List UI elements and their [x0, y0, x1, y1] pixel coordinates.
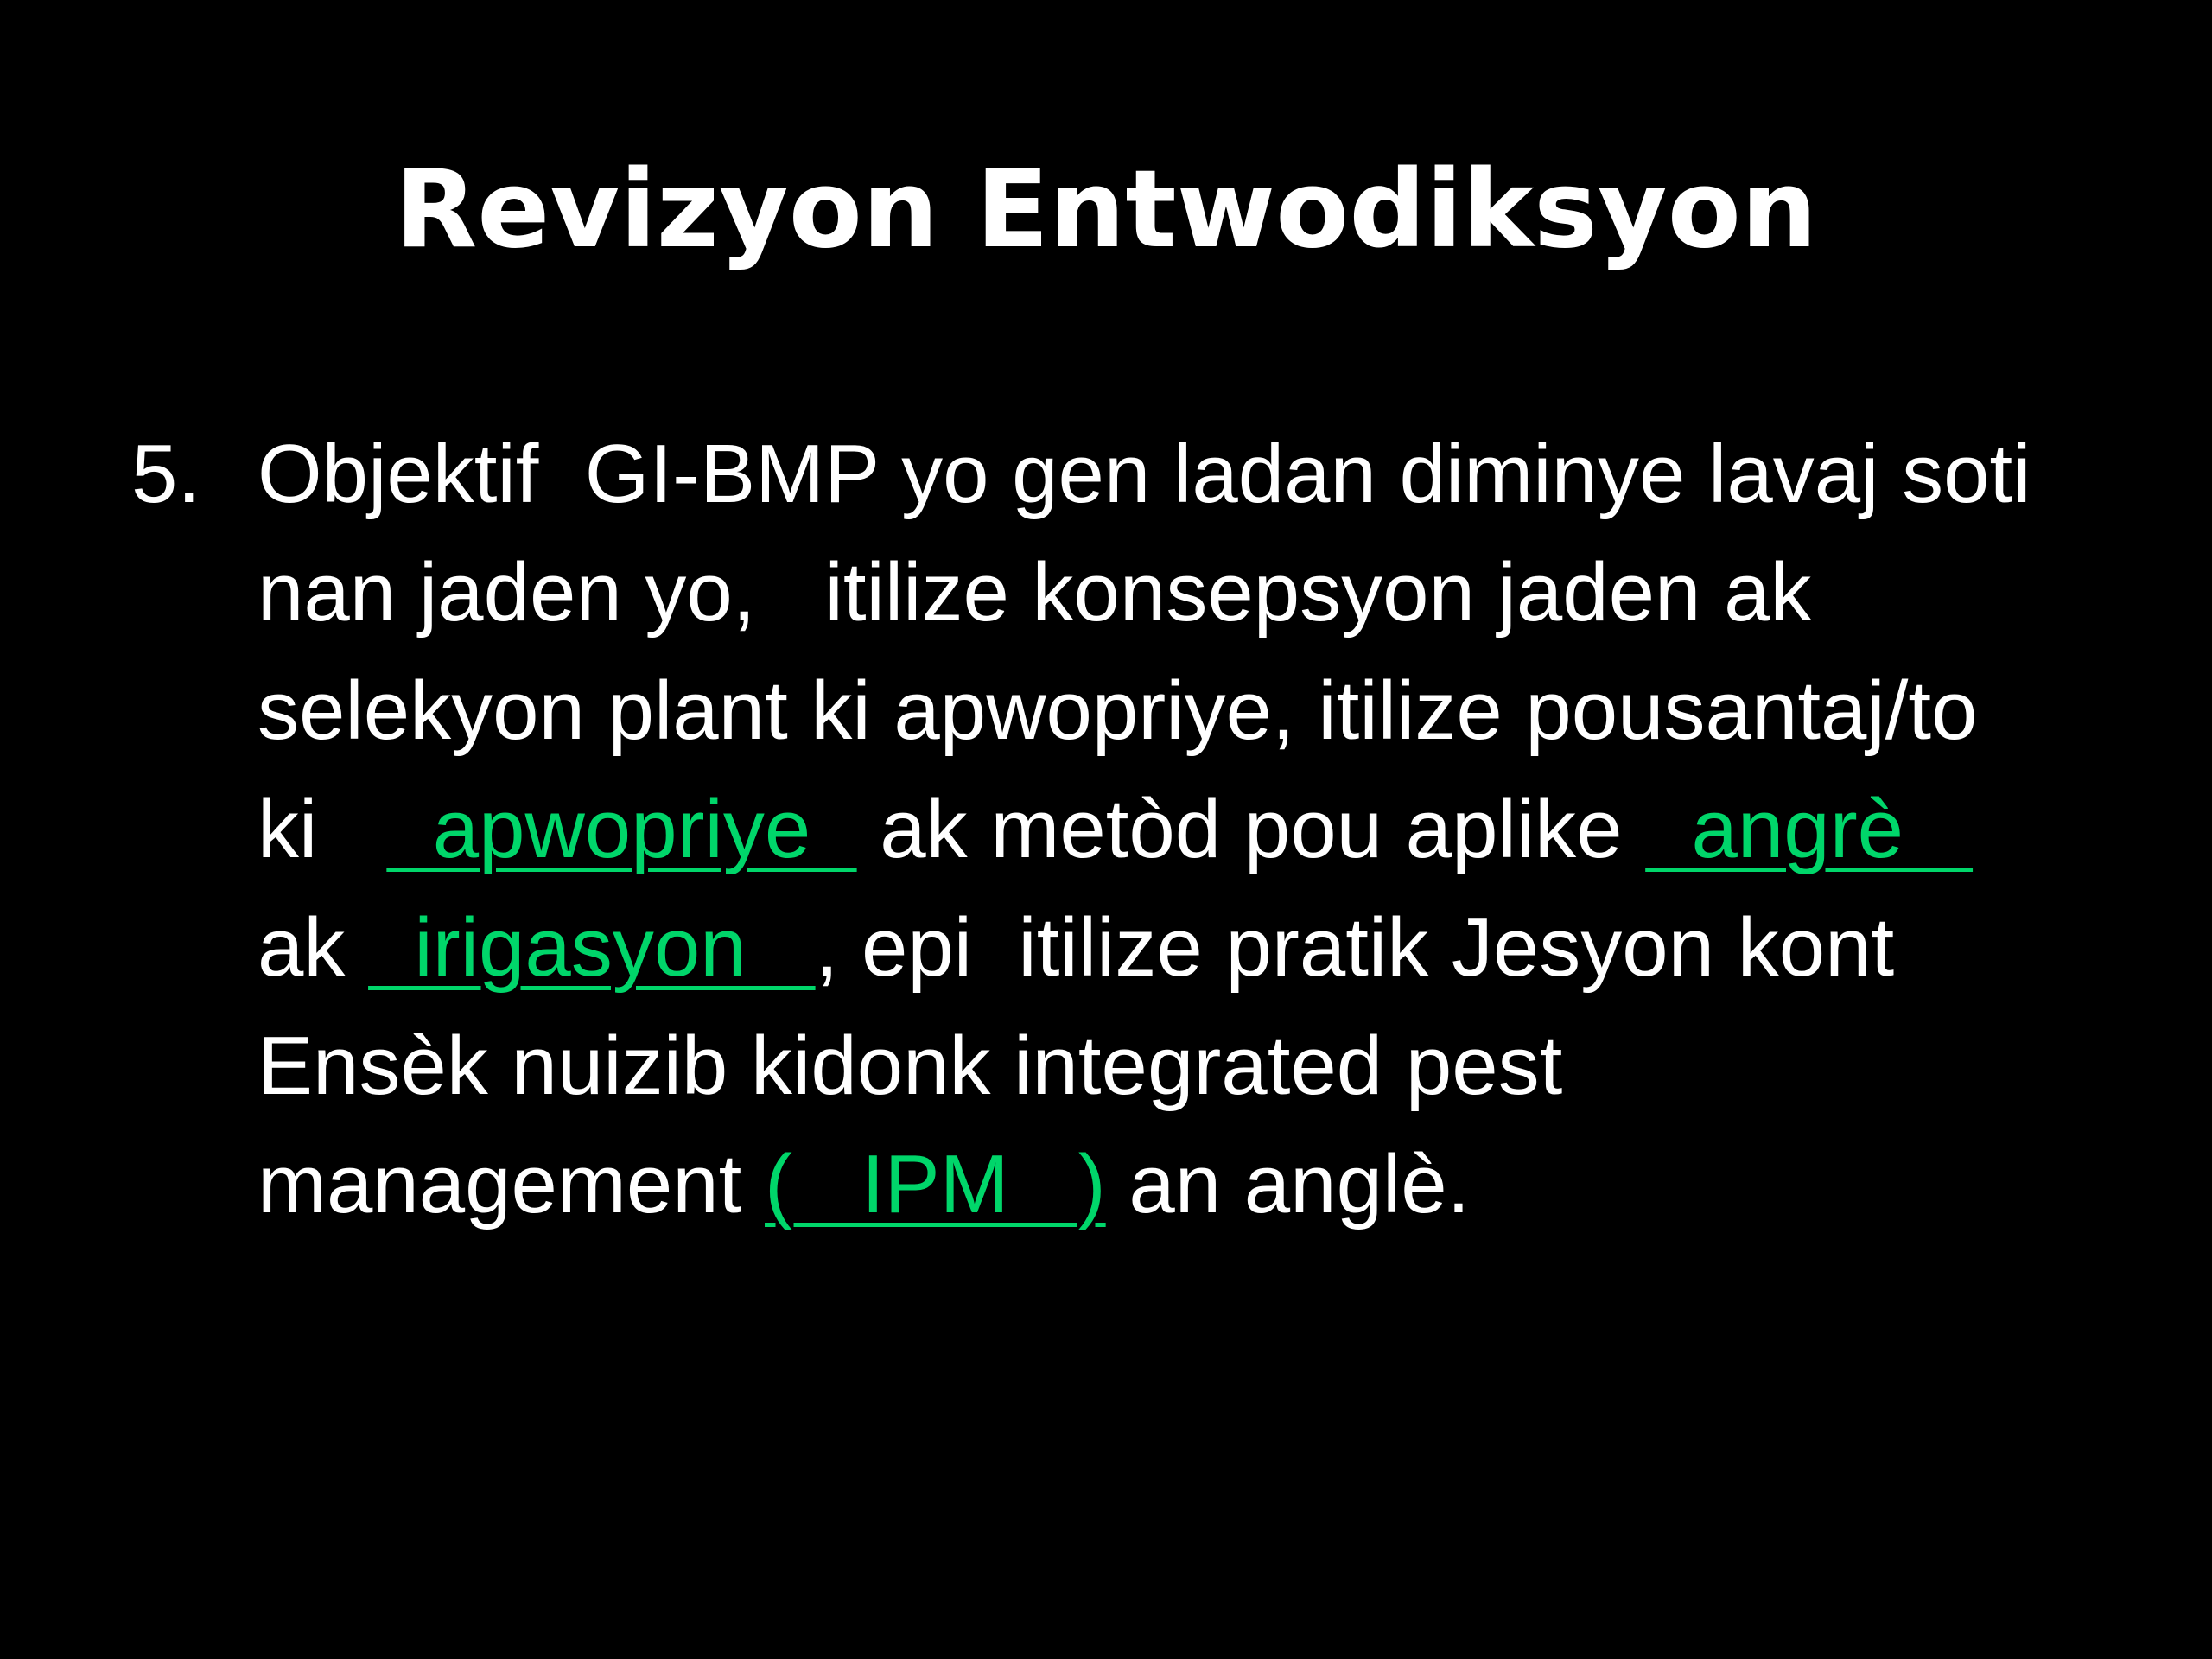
answer-blank-apwopriye: apwopriye [386, 783, 857, 875]
text-line-2: nan jaden yo, itilize konsepsyon jaden ak [257, 546, 1812, 639]
text-line-5 [257, 888, 2072, 1007]
text-line-3: selekyon plant ki apwopriye, itilize pousantaj/to [257, 664, 1978, 757]
text-segment: , epi itilize pratik Jesyon kont [815, 901, 1895, 994]
answer-blank-angre: angrè [1645, 783, 1974, 875]
text-line-6: Ensèk nuizib kidonk integrated pest [257, 1020, 1563, 1112]
text-line-1: Objektif GI-BMP yo gen ladan diminye lavaj soti [257, 428, 2031, 520]
text-segment: ak metòd pou aplike [856, 783, 1646, 875]
text-segment: ak [257, 901, 369, 994]
text-line-4 [257, 770, 2072, 888]
text-segment: an anglè. [1105, 1138, 1471, 1230]
slide-title: Revizyon Entwodiksyon [394, 148, 1818, 272]
list-item-text [257, 415, 2072, 1243]
text-segment: ki [257, 783, 387, 875]
answer-blank-ipm: ( IPM ) [765, 1138, 1106, 1230]
list-item-number: 5. [131, 428, 201, 520]
answer-blank-irigasyon: irigasyon [368, 901, 816, 994]
text-segment: management [257, 1138, 766, 1230]
text-line-7 [257, 1125, 2072, 1243]
